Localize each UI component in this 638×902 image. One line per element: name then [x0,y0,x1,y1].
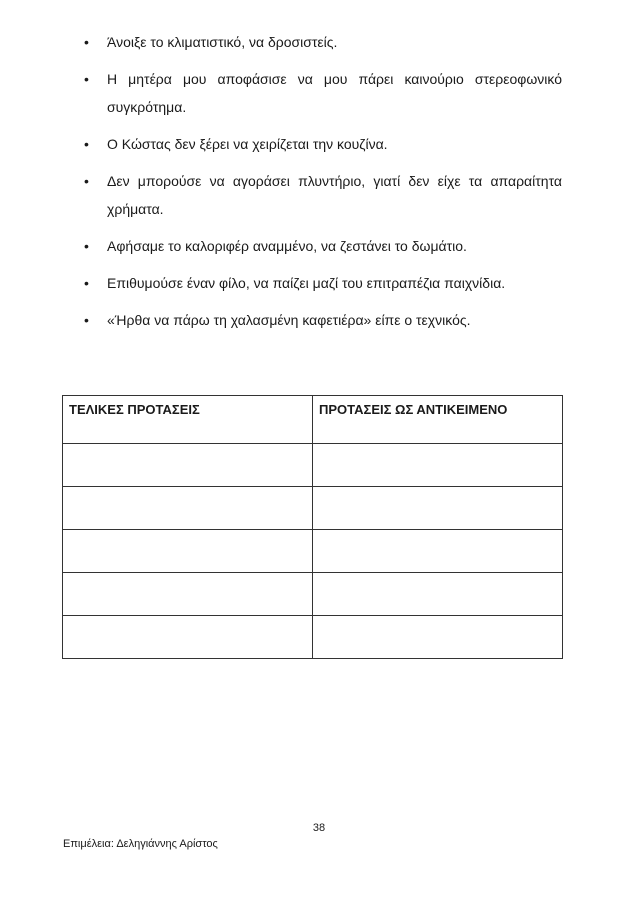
list-item [84,269,562,297]
bullet-icon: • [84,136,89,152]
bullet-icon: • [84,275,89,291]
list-item [84,167,562,223]
list-item [84,28,562,56]
table-header-row [63,396,563,444]
sentence-text: Άνοιξε το κλιματιστικό, να δροσιστείς. [107,34,338,50]
sentence-list [84,28,562,343]
answer-cell[interactable] [313,487,563,530]
answer-cell[interactable] [313,530,563,573]
table-row [63,444,563,487]
answer-cell[interactable] [63,530,313,573]
sentence-text: Δεν μπορούσε να αγοράσει πλυντήριο, γιατί δεν είχε τα απαραίτητα χρήματα. [107,173,562,217]
list-item [84,232,562,260]
list-item [84,306,562,334]
table-row [63,530,563,573]
bullet-icon: • [84,173,89,189]
table-row [63,487,563,530]
column-header-object-clauses: ΠΡΟΤΑΣΕΙΣ ΩΣ ΑΝΤΙΚΕΙΜΕΝΟ [313,396,563,444]
bullet-icon: • [84,312,89,328]
bullet-icon: • [84,238,89,254]
table-row [63,573,563,616]
sentence-text: Επιθυμούσε έναν φίλο, να παίζει μαζί του επιτραπέζια παιχνίδια. [107,275,506,291]
answer-cell[interactable] [313,616,563,659]
answer-cell[interactable] [313,573,563,616]
answer-cell[interactable] [63,616,313,659]
bullet-icon: • [84,34,89,50]
answer-cell[interactable] [63,444,313,487]
page-number: 38 [312,822,326,834]
list-item [84,65,562,121]
footer-credit: Επιμέλεια: Δεληγιάννης Αρίστος [63,838,218,850]
bullet-icon: • [84,71,89,87]
sentence-text: Ο Κώστας δεν ξέρει να χειρίζεται την κουζίνα. [107,136,388,152]
answer-table [62,395,563,659]
answer-cell[interactable] [313,444,563,487]
sentence-text: «Ήρθα να πάρω τη χαλασμένη καφετιέρα» είπε ο τεχνικός. [107,312,471,328]
column-header-final-clauses: ΤΕΛΙΚΕΣ ΠΡΟΤΑΣΕΙΣ [63,396,313,444]
sentence-text: Αφήσαμε το καλοριφέρ αναμμένο, να ζεστάνει το δωμάτιο. [107,238,467,254]
answer-cell[interactable] [63,573,313,616]
table-row [63,616,563,659]
list-item [84,130,562,158]
sentence-text: Η μητέρα μου αποφάσισε να μου πάρει καινούριο στερεοφωνικό συγκρότημα. [107,71,562,115]
answer-cell[interactable] [63,487,313,530]
